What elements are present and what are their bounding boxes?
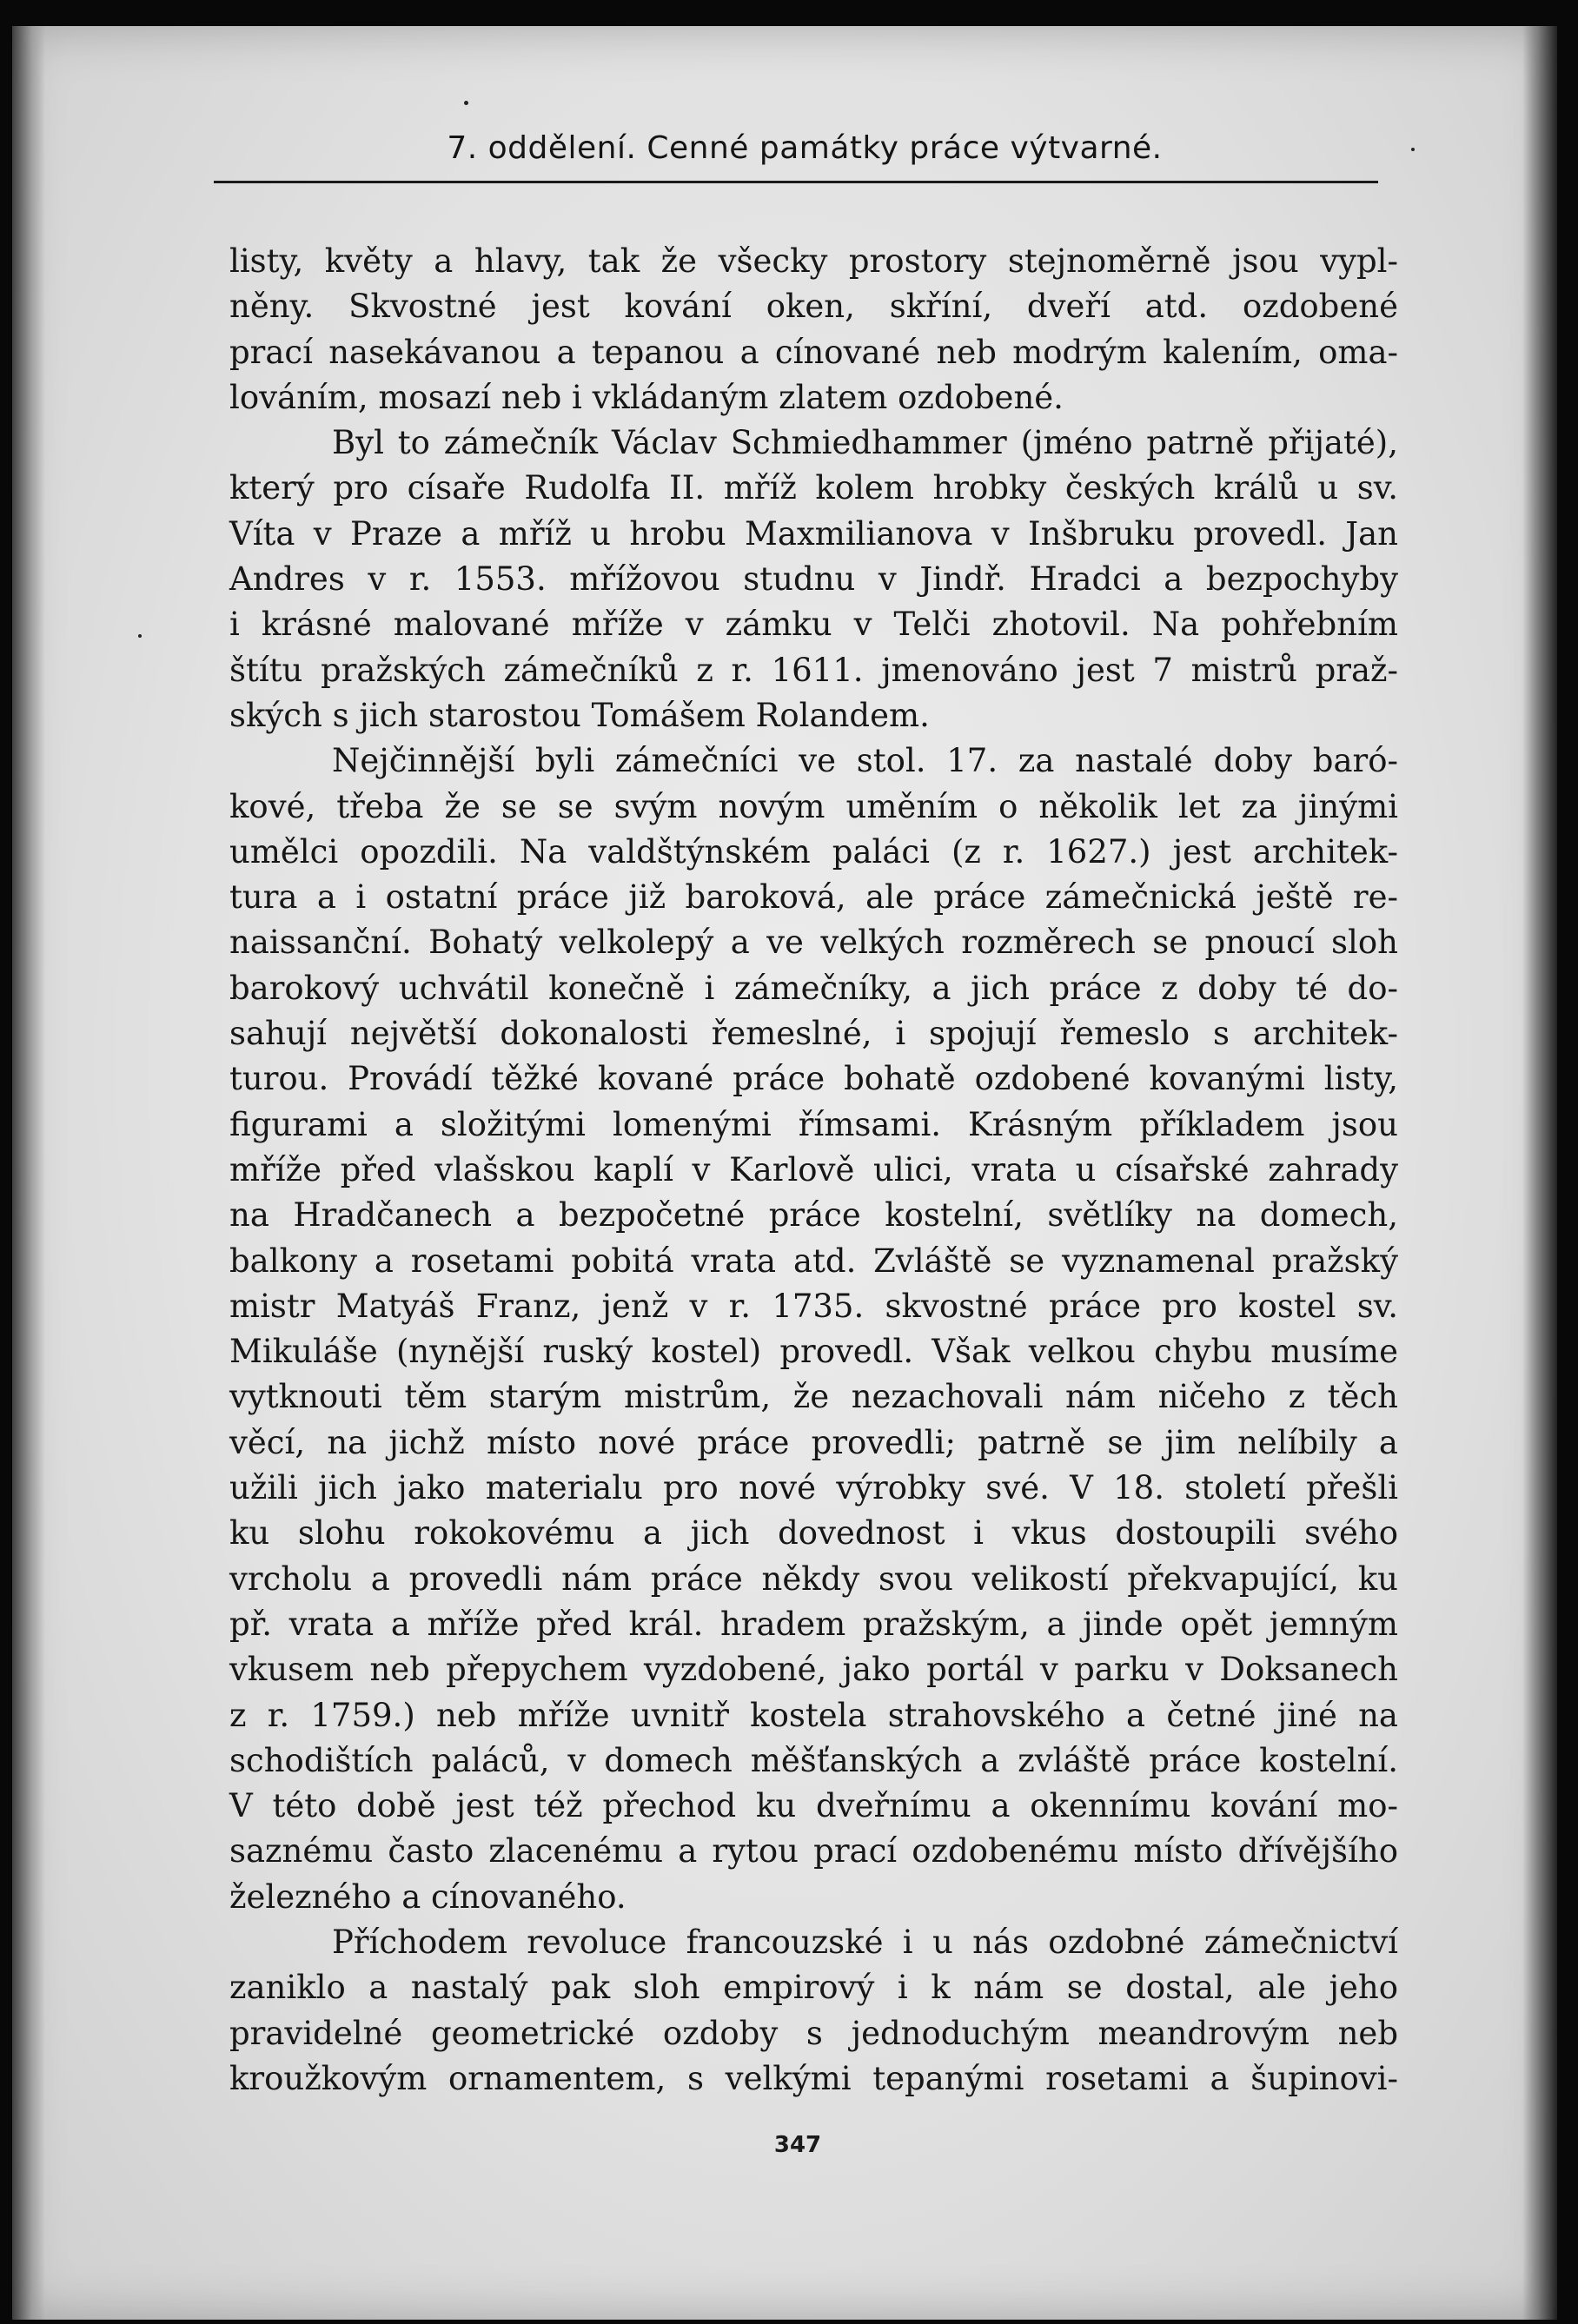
text-line: ských s jich starostou Tomášem Rolandem. [229, 696, 930, 734]
text-line: Nejčinnější byli zámečníci ve stol. 17. za nastalé doby baró- [332, 742, 1398, 780]
text-line: pravidelné geometrické ozdoby s jednoduchým meandrovým neb [229, 2014, 1398, 2052]
text-line: sahují největší dokonalosti řemeslné, i spojují řemeslo s architek- [229, 1015, 1398, 1053]
text-line: vkusem neb přepychem vyzdobené, jako portál v parku v Doksanech [229, 1651, 1398, 1689]
scan-speck [138, 634, 142, 638]
text-line: balkony a rosetami pobitá vrata atd. Zvláště se vyznamenal pražský [229, 1241, 1398, 1280]
text-line: na Hradčanech a bezpočetné práce kostelní, světlíky na domech, [229, 1196, 1398, 1235]
text-line: V této době jest též přechod ku dveřnímu a okennímu kování mo- [229, 1787, 1398, 1825]
text-line: Andres v r. 1553. mřížovou studnu v Jindř. Hradci a bezpochyby [229, 560, 1398, 599]
text-line: saznému často zlacenému a rytou prací ozdobenému místo dřívějšího [229, 1832, 1398, 1870]
text-line: který pro císaře Rudolfa II. mříž kolem hrobky českých králů u sv. [229, 469, 1398, 507]
text-line: umělci opozdili. Na valdštýnském paláci (z r. 1627.) jest architek- [229, 832, 1398, 871]
body-text [229, 239, 1398, 2102]
text-line: užili jich jako materialu pro nové výrobky své. V 18. století přešli [229, 1469, 1398, 1507]
scan-speck [464, 101, 468, 105]
text-line: z r. 1759.) neb mříže uvnitř kostela strahovského a četné jiné na [229, 1696, 1398, 1734]
text-line: kroužkovým ornamentem, s velkými tepanými rosetami a šupinovi- [229, 2059, 1398, 2097]
text-line: př. vrata a mříže před král. hradem pražským, a jinde opět jemným [229, 1605, 1398, 1643]
text-line: Byl to zámečník Václav Schmiedhammer (jméno patrně přijaté), [332, 424, 1398, 462]
text-line: něny. Skvostné jest kování oken, skříní, dveří atd. ozdobené [229, 288, 1398, 326]
header-rule [214, 181, 1378, 183]
text-line: kové, třeba že se se svým novým uměním o několik let za jinými [229, 787, 1398, 825]
text-line: naissanční. Bohatý velkolepý a ve velkých rozměrech se pnoucí sloh [229, 924, 1398, 962]
header-title: 7. oddělení. Cenné památky práce výtvarné. [447, 130, 1163, 166]
text-line: mříže před vlašskou kaplí v Karlově ulici, vrata u císařské zahrady [229, 1150, 1398, 1188]
text-line: věcí, na jichž místo nové práce provedli; patrně se jim nelíbily a [229, 1423, 1398, 1461]
text-line: Víta v Praze a mříž u hrobu Maxmilianova v Inšbruku provedl. Jan [229, 514, 1398, 553]
text-line: figurami a složitými lomenými římsami. Krásným příkladem jsou [229, 1105, 1398, 1143]
running-header [214, 130, 1378, 188]
text-line: schodištích paláců, v domech měšťanských a zvláště práce kostelní. [229, 1741, 1398, 1779]
text-line: štítu pražských zámečníků z r. 1611. jmenováno jest 7 mistrů praž- [229, 651, 1398, 689]
text-line: ku slohu rokokovému a jich dovednost i vkus dostoupili svého [229, 1514, 1398, 1553]
text-line: Mikuláše (nynější ruský kostel) provedl. Však velkou chybu musíme [229, 1333, 1398, 1371]
text-line: barokový uchvátil konečně i zámečníky, a jich práce z doby té do- [229, 969, 1398, 1007]
text-line: zaniklo a nastalý pak sloh empirový i k nám se dostal, ale jeho [229, 1969, 1398, 2007]
page-number: 347 [773, 2132, 822, 2158]
text-line: i krásné malované mříže v zámku v Telči zhotovil. Na pohřebním [229, 606, 1398, 644]
text-line: lováním, mosazí neb i vkládaným zlatem ozdobené. [229, 378, 1064, 416]
scan-speck [1411, 148, 1415, 151]
text-line: vrcholu a provedli nám práce někdy svou velikostí překvapující, ku [229, 1559, 1398, 1598]
book-page [12, 26, 1557, 2320]
text-line: prací nasekávanou a tepanou a cínované neb modrým kalením, oma- [229, 333, 1398, 371]
text-line: tura a i ostatní práce již baroková, ale práce zámečnická ještě re- [229, 878, 1398, 917]
text-line: Příchodem revoluce francouzské i u nás ozdobné zámečnictví [332, 1923, 1398, 1961]
text-line: listy, květy a hlavy, tak že všecky prostory stejnoměrně jsou vypl- [229, 242, 1398, 280]
text-line: vytknouti těm starým mistrům, že nezachovali nám ničeho z těch [229, 1378, 1398, 1416]
text-line: turou. Provádí těžké kované práce bohatě ozdobené kovanými listy, [229, 1060, 1398, 1098]
text-line: železného a cínovaného. [229, 1877, 627, 1916]
text-line: mistr Matyáš Franz, jenž v r. 1735. skvostné práce pro kostel sv. [229, 1287, 1398, 1325]
